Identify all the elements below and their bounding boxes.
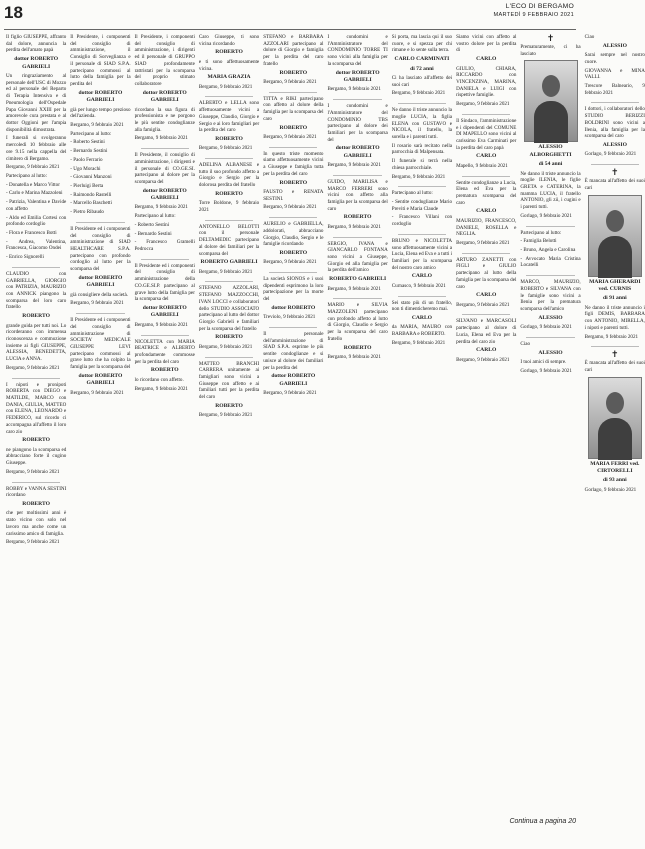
deceased-name: CARLO — [476, 56, 497, 63]
deceased-name: ROBERTO GABRIELI — [329, 276, 387, 283]
condolence-line: - Marcello Baschetti — [70, 200, 112, 207]
deceased-name: dottor ROBERTO GABRIELI — [271, 373, 316, 387]
notice-separator — [205, 158, 253, 159]
deceased-name: ALESSIO — [602, 142, 627, 148]
portrait-photo — [588, 195, 642, 277]
notice-separator — [526, 275, 574, 276]
obituary-notice — [135, 152, 195, 253]
condolence-line: - Andrea, Valentina, Francesca, Giacomo Ondei — [6, 238, 67, 252]
deceased-name: ALESSIO — [538, 314, 563, 321]
obituary-notice — [392, 107, 452, 180]
notice-body: e ti sono affettuosamente vicina. — [198, 58, 260, 72]
notice-text: CLAUDIO con GABRIELLA, GIORGIO con PATRIZIA, MAURIZIO con ANNICK piangono la scomparsa del loro caro fratello — [6, 270, 67, 311]
notice-place-date: Curnasco, 9 febbraio 2021 — [391, 282, 446, 289]
deceased-name: CARLO — [411, 273, 433, 280]
notice-text: MARIO e SILVIA MAZZOLENI partecipano con profondo affetto al lutto di Giorgio, Claudio e Sergio per la scomparsa del caro fratello — [327, 302, 388, 342]
notice-body: ricordano la sua figura di professionista e ne porgono le più sentite condoglianze alla famiglia. — [134, 106, 195, 133]
obituary-notice — [6, 486, 66, 546]
notice-place-date: Gorlago, 9 febbraio 2021 — [584, 486, 637, 493]
portrait-photo — [524, 60, 578, 142]
notice-body: grande guida per tutti noi. Lo ricorderanno con immensa riconoscenza e commozione insieme ai figli GIUSEPPE, ALESSIA, BENEDETTA, LUCIA e ANNA. — [6, 322, 67, 363]
portrait-head — [606, 392, 624, 414]
deceased-name: CARLO — [476, 347, 497, 354]
deceased-name: ALESSIO ALBORGHETTI — [529, 144, 572, 158]
notice-separator — [269, 217, 317, 218]
page-header — [0, 0, 580, 34]
obituary-notice — [392, 300, 452, 347]
notice-separator — [205, 220, 253, 221]
deceased-age: di 54 anni — [538, 161, 563, 168]
notice-body: che per moltissimi anni è stato vicino con solo nel lavoro ma anche come un carissimo amico di famiglia. — [6, 510, 67, 537]
notice-text: È mancata all'affetto dei suoi cari — [584, 178, 645, 191]
newspaper-name: L'ECO DI BERGAMO — [505, 3, 574, 10]
obituary-notice — [456, 318, 516, 363]
notice-separator — [141, 259, 189, 260]
deceased-name: CARLO — [476, 208, 497, 215]
obituary-notice — [585, 350, 645, 493]
notice-place-date: Bergamo, 9 febbraio 2021 — [391, 173, 446, 180]
deceased-name: ROBERTO — [22, 437, 50, 444]
notice-place-date: Gorlago, 9 febbraio 2021 — [520, 324, 572, 331]
deceased-name: dottor ROBERTO GABRIELI — [78, 372, 123, 387]
notice-separator — [333, 298, 381, 299]
notice-separator — [333, 99, 381, 100]
portrait-body — [534, 101, 568, 143]
condolence-line: - Paolo Ferrario — [70, 156, 103, 163]
notice-text: Il Presidente, i componenti del consiglio di amministrazione, il Consiglio di Sorveglianza e il personale di SIAD S.P.A. partecipano commossi al lutto della famiglia per la perdita del — [70, 34, 131, 88]
notice-text: - Avvocato Maria Cristina Locatelli — [520, 255, 581, 269]
notice-place-date: Bergamo, 9 febbraio 2021 — [391, 339, 446, 346]
condolence-line: - Patrizia, Valentina e Davide con affetto — [6, 199, 67, 212]
notice-text: TITTA e RIKI partecipano con affetto al dolore della famiglia per la scomparsa del caro — [263, 95, 324, 122]
obituary-notice — [70, 317, 130, 396]
notice-place-date: Bergamo, 9 febbraio 2021 — [263, 204, 317, 211]
condolence-line: - Roberto Sestini — [134, 221, 170, 228]
obituary-column — [456, 34, 516, 840]
notice-place-date: Bergamo, 9 febbraio 2021 — [391, 90, 446, 97]
notice-body: I funerali si svolgeranno mercoledì 10 febbraio alle ore 9.15 nella cappella del cimitero di Bergamo. — [6, 135, 67, 162]
notice-separator — [333, 175, 381, 176]
notice-separator — [462, 176, 510, 177]
obituary-notice — [585, 106, 645, 158]
notice-separator — [333, 237, 381, 238]
notice-separator — [269, 327, 317, 328]
deceased-name: ROBERTO — [22, 501, 50, 508]
notice-text: Ciao — [520, 340, 530, 347]
notice-place-date: Bergamo, 9 febbraio 2021 — [6, 539, 60, 546]
deceased-name: CARLO — [476, 292, 497, 299]
notice-separator — [141, 148, 189, 149]
notice-text: Sei stato più di un fratello, non ti dimenticheremo mai. — [391, 299, 453, 313]
deceased-name: dottor ROBERTO GABRIELI — [335, 69, 380, 83]
deceased-name: ROBERTO — [215, 49, 243, 56]
notice-text: È mancata all'affetto dei suoi cari — [584, 360, 645, 373]
notice-place-date: Bergamo, 9 febbraio 2021 — [584, 333, 639, 340]
condolence-line: - Raimondo Rastelli — [70, 191, 112, 198]
obituary-notice — [520, 230, 580, 270]
obituary-notice — [327, 34, 387, 93]
notice-place-date: Bergamo, 9 febbraio 2021 — [134, 321, 188, 328]
notice-text: In questo triste momento siamo affettuosamente vicini a Giuseppe e famiglia tutta per la perdita del caro — [263, 150, 324, 177]
condolence-line: - Bernardo Sestini — [134, 230, 172, 237]
obituary-column — [135, 34, 195, 840]
notice-text: AURELIO e GABRIELLA, addolorati, abbracciano Giorgio, Claudio, Sergio e le famiglie ricordando — [263, 221, 324, 248]
obituary-notice — [456, 34, 516, 108]
obituary-notice — [70, 226, 130, 307]
deceased-name: MARIA FERRI ved. CIRTORELLI — [590, 460, 640, 475]
deceased-name: dottor ROBERTO — [271, 304, 316, 311]
notice-body: lo ricordano con affetto. — [134, 376, 184, 383]
signature: MARIA GRAZIA — [207, 74, 251, 81]
notice-place-date: Bergamo, 9 febbraio 2021 — [327, 162, 381, 169]
notice-place-date: Bergamo, 9 febbraio 2021 — [327, 223, 381, 230]
obituary-notice — [135, 339, 195, 393]
notice-body: Il rosario sarà recitato nella parrocchia di Malpensata. — [391, 142, 453, 156]
notice-text: ANTONELLO BELOTTI con il personale DELTAMEDIC partecipano al dolore dei familiari per la scomparsa del — [198, 223, 260, 257]
notice-separator — [526, 226, 574, 227]
notice-text: Il Presidente ed i componenti del consiglio di amministrazione di SIAD HEALTHCARE S.P.A. partecipano con profondo cordoglio al lutto per la scomparsa del — [70, 225, 131, 273]
notice-body: GIOVANNA e MINA VALLI. — [584, 67, 645, 81]
notice-text: - Famiglia Belotti — [520, 238, 557, 245]
header-rule — [4, 29, 576, 30]
deceased-name: ROBERTO — [215, 334, 243, 341]
notice-separator — [398, 234, 446, 235]
notice-body: Ne danno il triste annuncio i figli DEMIS, BARBARA con ANTONIO, MIRELLA, i nipoti e parenti tutti. — [584, 304, 645, 331]
notice-text: MATTEO BRANCHI CARRERA unitamente ai famigliari sono vicini a Giuseppe con affetto e ai familiari tutti per la perdita del caro — [198, 360, 260, 401]
deceased-name: ROBERTO — [279, 179, 308, 186]
notice-separator — [269, 272, 317, 273]
obituary-notice — [327, 241, 387, 293]
notice-separator — [591, 102, 639, 103]
notice-body: già consigliere della società. — [70, 291, 129, 298]
notice-text: Siamo vicini con affetto al vostro dolore per la perdita di — [456, 34, 517, 54]
issue-date: MARTEDÌ 9 FEBBRAIO 2021 — [493, 12, 574, 18]
notice-text: Caro Giuseppe, ti sono vicina ricordando — [198, 34, 260, 47]
notice-place-date: Bergamo, 9 febbraio 2021 — [327, 285, 381, 292]
notice-text: Il Presidente, i componenti del consiglio di amministrazione, i dirigenti ed il personale di GRUPPO SIAD profondamente rattristati per la scomparsa del proprio stimato collaboratore — [134, 34, 195, 88]
notice-text: Il Sindaco, l'amministrazione e i dipendenti del COMUNE DI MAPELLO sono vicini al carissimo Eva Carminati per la perdita del caro papà — [456, 117, 517, 151]
obituary-notice — [456, 257, 516, 309]
condolence-line: Partecipano al lutto: — [134, 213, 176, 220]
condolence-line: - Pietro Ribaudo — [70, 209, 104, 216]
notice-body: da MARIA, MAURO con BARBARA e ROBERTO. — [391, 324, 453, 338]
condolence-line: - Roberto Sestini — [70, 139, 105, 146]
notice-body: Il funerale si terrà nella chiesa parrocchiale. — [391, 158, 453, 171]
notice-text: Partecipano al lutto: — [391, 190, 433, 197]
notice-place-date: Bergamo, 9 febbraio 2021 — [456, 356, 510, 363]
deceased-name: ROBERTO — [279, 124, 308, 131]
condolence-line: - Pierluigi Berta — [70, 182, 104, 189]
obituary-columns — [6, 33, 645, 844]
notice-text: Il figlio GIUSEPPE, affranto dal dolore, annuncia la perdita dell'amato papà — [6, 34, 67, 54]
notice-text: BRUNO e NICOLETTA sono affettuosamente vicini a Lucia, Elena ed Eva e a tutti i familiari per la scomparsa del nostro caro amico — [391, 237, 453, 271]
portrait-head — [542, 75, 560, 97]
obituary-notice — [456, 180, 516, 247]
deceased-name: ROBERTO GABRIELI — [200, 259, 258, 266]
notice-body: Ci ha lasciato all'affetto dei suoi cari — [391, 74, 453, 88]
deceased-name: ROBERTO — [215, 402, 243, 409]
condolence-line: - Francesco Gramelli Pedrocca — [134, 239, 195, 253]
deceased-name: ROBERTO — [279, 69, 308, 76]
notice-text: Prematuramente, ci ha lasciato — [520, 44, 581, 57]
obituary-notice — [199, 34, 259, 90]
notice-place-date: Trescore Balneario, 9 febbraio 2021 — [584, 82, 645, 96]
obituary-notice — [520, 341, 580, 375]
notice-text: SERGIO, IVANA e GIANCARLO FONTANA sono vicini a Giuseppe, Giorgio ed alla famiglia per la perdita dell'amico — [327, 240, 388, 274]
notice-text: ADELINA ALBANESE e tutto il suo profondo affetto a Giorgio e Sergio per la dolorosa perdita del fratello — [198, 162, 260, 189]
notice-text: Il Presidente, il consiglio di amministrazione, i dirigenti e il personale di CO.GE.SI. partecipano al dolore per la scomparsa del — [134, 152, 195, 185]
notice-text: NICOLETTA con MARIA BEATRICE e ALBERTO profondamente commosse per la perdita del caro — [134, 338, 195, 365]
deceased-age: di 72 anni — [410, 65, 434, 72]
notice-body: GIULIO, CHIARA, RICCARDO con VINCENZINA, MARINA, DANIELA e LUIGI con rispettive famiglie. — [456, 65, 517, 99]
notice-place-date: Bergamo, 9 febbraio 2021 — [134, 385, 188, 392]
notice-text: Si porta, ma lascia qui il suo cuore, e si spezza per chi rimane e lo sente sulla terra. — [391, 34, 453, 54]
deceased-name: dottor ROBERTO GABRIELI — [142, 187, 187, 202]
notice-text: - Sentite condoglianze Mario Previti e Maria Claude — [391, 198, 453, 212]
obituary-notice — [263, 96, 323, 141]
deceased-name: ROBERTO — [215, 190, 243, 197]
obituary-notice — [520, 279, 580, 331]
notice-separator — [205, 357, 253, 358]
notice-body: già per lungo tempo prezioso dell'azienda. — [70, 106, 131, 120]
portrait-body — [598, 418, 632, 460]
condolence-line: - Enrico Signorelli — [6, 254, 44, 261]
cross-icon: ✝ — [611, 167, 619, 178]
notice-separator — [205, 281, 253, 282]
portrait-body — [598, 236, 632, 278]
deceased-name: ROBERTO — [279, 249, 308, 256]
cross-icon: ✝ — [546, 33, 555, 43]
notice-text: La società SIONOS e i suoi dipendenti esprimono la loro partecipazione per la morte del — [263, 276, 324, 303]
notice-separator — [269, 92, 317, 93]
notice-place-date: Treviolo, 9 febbraio 2021 — [263, 314, 316, 321]
notice-text: Partecipano al lutto: — [520, 229, 562, 236]
notice-text: I nipoti e pronipoti ROBERTA con DIEGO e MATILDE, MARCO con DANIA, GIULIA, MATTEO con ELENA, LEONARDO e FEDERICO, sul ricordo ci accompagna all'affetto il loro caro zio — [6, 381, 67, 435]
notice-text: Il Presidente ed i componenti del consiglio di amministrazione di SOCIETA' MEDICALE GIUSEPPE LEVI partecipano commossi al grave lutto che ha colpito la famiglia per la scomparsa del — [70, 317, 131, 371]
notice-place-date: Bergamo, 9 febbraio 2021 — [6, 468, 60, 475]
obituary-notice — [392, 190, 452, 228]
notice-place-date: Bergamo, 9 febbraio 2021 — [198, 343, 253, 350]
notice-text: Ciao — [584, 34, 595, 40]
notice-separator — [591, 346, 639, 347]
condolence-line: Partecipano al lutto: — [70, 130, 112, 137]
notice-separator — [141, 335, 189, 336]
notice-place-date: Bergamo, 9 febbraio 2021 — [198, 83, 253, 90]
deceased-name: dottor ROBERTO GABRIELI — [78, 89, 123, 104]
notice-place-date: Bergamo, 9 febbraio 2021 — [263, 133, 317, 140]
notice-place-date: Bergamo, 9 febbraio 2021 — [6, 364, 60, 371]
obituary-notice — [520, 34, 580, 220]
notice-body: FAUSTO e RENATA SESTINI. — [263, 188, 324, 202]
notice-place-date: Bergamo, 9 febbraio 2021 — [456, 239, 510, 246]
obituary-notice — [263, 221, 323, 266]
notice-place-date: Bergamo, 9 febbraio 2021 — [198, 145, 253, 152]
notice-separator — [205, 96, 253, 97]
obituary-column — [6, 34, 66, 840]
obituary-notice — [263, 34, 323, 86]
obituary-column — [263, 34, 323, 840]
deceased-name: ROBERTO — [22, 313, 50, 320]
notice-place-date: Bergamo, 9 febbraio 2021 — [198, 412, 253, 419]
obituary-notice — [263, 276, 323, 321]
notice-place-date: Bergamo, 9 febbraio 2021 — [263, 78, 317, 85]
deceased-name: ROBERTO — [343, 214, 372, 221]
deceased-name: ALESSIO — [602, 42, 627, 49]
obituary-notice — [585, 168, 645, 340]
notice-body: MAURIZIO, FRANCESCO, DANIELE, ROSELLA e NEGLIA. — [456, 217, 517, 238]
deceased-name: dottor ROBERTO GABRIELI — [14, 56, 59, 70]
condolence-line: - Donatella e Marco Vittor — [6, 181, 60, 188]
notice-place-date: Bergamo, 9 febbraio 2021 — [70, 300, 124, 307]
notice-text: I condomini e l'Amministratore del CONDOMINIO TORRE TI sono vicini alla famiglia per la scomparsa del — [327, 34, 388, 67]
deceased-name: dottor ROBERTO GABRIELI — [142, 89, 187, 104]
notice-separator — [462, 253, 510, 254]
notice-text: ALBERTO e LELLA sono affettuosamente vicini a Giuseppe, Claudio, Giorgio e Sergio e ai loro famigliari per la perdita del caro — [198, 100, 260, 134]
deceased-name: CARLO — [476, 153, 497, 160]
notice-place-date: Bergamo, 9 febbraio 2021 — [6, 164, 60, 171]
notice-place-date: Bergamo, 9 febbraio 2021 — [327, 353, 381, 360]
obituary-notice — [585, 34, 645, 96]
obituary-column — [70, 34, 130, 840]
continuation-note: Continua a pagina 20 — [509, 818, 576, 825]
notice-text: Il personale dell'amministrazione di SIAD S.P.A. esprime le più sentite condoglianze e si unisce al dolore dei familiari per la perdita del — [263, 331, 324, 371]
notice-separator — [462, 314, 510, 315]
notice-text: SILVANO e MARCASOLI partecipano al dolore di Lucia, Elena ed Eva per la perdita del caro zio — [456, 318, 517, 345]
notice-separator — [398, 186, 446, 187]
notice-separator — [269, 147, 317, 148]
obituary-notice — [392, 238, 452, 290]
obituary-notice — [135, 263, 195, 329]
notice-place-date: Mapello, 9 febbraio 2021 — [456, 162, 508, 169]
notice-text: Ne danno il triste annuncio la moglie LUCIA, la figlia ELENA con GUSTAVO e NICOLA, il fratello, la sorella e i parenti tutti. — [391, 107, 453, 140]
notice-separator — [12, 267, 60, 268]
deceased-name: CARLO — [411, 314, 433, 321]
notice-text: Il Presidente ed i componenti del consiglio di amministrazione della CO.GE.SI.P. partecipano al grave lutto della famiglia per la scomparsa del — [134, 262, 195, 303]
notice-text: - Bruno, Angela e Carolina — [520, 247, 576, 254]
deceased-name: dottor ROBERTO GABRIELI — [335, 145, 380, 159]
notice-separator — [398, 103, 446, 104]
notice-place-date: Bergamo, 9 febbraio 2021 — [263, 259, 317, 266]
cross-icon: ✝ — [611, 349, 619, 360]
obituary-column — [520, 34, 580, 840]
page-number: 18 — [4, 3, 23, 22]
notice-separator — [76, 313, 124, 314]
notice-place-date: Bergamo, 9 febbraio 2021 — [327, 86, 381, 93]
obituary-notice — [6, 271, 66, 372]
notice-text: Sentite condoglianze a Lucia, Elena ed Eva per la prematura scomparsa del caro — [456, 179, 517, 206]
deceased-name: dottor ROBERTO GABRIELI — [142, 305, 187, 319]
notice-text: I condomini e l'Amministratore del CONDOMINIO TBS partecipano al dolore dei familiari per la scomparsa del — [327, 103, 388, 143]
notice-body: Ne danno il triste annuncio la moglie ILENIA, le figlie GRETA e CATERINA, la mamma LUCIA, il fratello ANTONIO, gli zii, i cugini e i parenti tutti. — [520, 170, 581, 211]
obituary-notice — [456, 118, 516, 170]
obituary-notice — [263, 151, 323, 211]
obituary-notice — [135, 34, 195, 142]
portrait-photo — [588, 377, 642, 459]
deceased-name: ALESSIO — [538, 349, 563, 356]
notice-text: I dottori, i collaboratori dello STUDIO BERIZZI BOLDRINI sono vicini a Ilenia, alla famiglia per la scomparsa del caro — [584, 106, 645, 140]
notice-separator — [591, 164, 639, 165]
obituary-notice — [199, 100, 259, 152]
notice-place-date: Bergamo, 9 febbraio 2021 — [456, 301, 510, 308]
notice-place-date: Gorlago, 9 febbraio 2021 — [520, 212, 572, 219]
notice-text: ROBBY e VANNA SESTINI ricordano — [6, 485, 67, 499]
obituary-notice — [392, 34, 452, 97]
obituary-notice — [6, 382, 66, 476]
notice-place-date: Bergamo, 9 febbraio 2021 — [134, 135, 188, 142]
deceased-name: ROBERTO — [215, 135, 243, 142]
notice-place-date: Bergamo, 9 febbraio 2021 — [456, 101, 510, 108]
condolence-line: - Aldo ed Emilia Cortesi con profondo cordoglio — [6, 214, 67, 228]
obituary-notice — [199, 224, 259, 276]
deceased-name: CARLO CARMINATI — [394, 56, 450, 63]
notice-text: MARCO, MAURIZIO, ROBERTO e SILVANA con le famiglie sono vicini a Ilenia per la prematura scomparsa dell'amico — [520, 279, 581, 313]
notice-separator — [12, 482, 60, 483]
notice-body: Un ringraziamento al personale dell'USC di Mozzo ed al personale del Reparto di Terapia Intensiva e di Pneumologia dell'Ospedale Papa Giovanni XXIII per la amorevole cura prestata e al dottor Oggioni per l'ampia disponibilità dimostrata. — [6, 72, 67, 133]
obituary-notice — [199, 361, 259, 419]
obituary-notice — [6, 34, 66, 261]
notice-text: - Francesco Villani con cordoglio — [391, 214, 453, 228]
notice-body: Sarai sempre nel nostro cuore. — [584, 52, 645, 65]
notice-text: ARTURO ZANETTI con FIGLI e GIULIO partecipano al lutto della famiglia per la scomparsa del caro — [456, 256, 517, 290]
obituary-column — [199, 34, 259, 840]
obituary-notice — [327, 179, 387, 231]
condolence-line: Partecipano al lutto: — [6, 172, 48, 179]
deceased-age: di 93 anni — [603, 477, 627, 484]
notice-place-date: Bergamo, 9 febbraio 2021 — [263, 390, 317, 397]
notice-text: STEFANO e BARBARA AZZOLARI partecipano al dolore di Giorgio e famiglia per la perdita del caro fratello — [263, 34, 324, 67]
notice-place-date: Torre Boldone, 9 febbraio 2021 — [198, 200, 260, 213]
notice-separator — [462, 114, 510, 115]
obituary-column — [392, 34, 452, 840]
condolence-line: - Carlo e Marina Mazzoleni — [6, 190, 63, 197]
condolence-line: - Flora e Francesco Botti — [6, 230, 57, 236]
condolence-line: - Giovanni Manzoni — [70, 174, 112, 181]
deceased-name: dottor ROBERTO GABRIELI — [78, 274, 123, 289]
notice-separator — [76, 222, 124, 223]
notice-body: I tuoi amici di sempre. — [520, 358, 567, 365]
obituary-notice — [199, 162, 259, 214]
obituary-notice — [327, 302, 387, 360]
condolence-line: - Ugo Morachi — [70, 165, 101, 172]
deceased-name: ROBERTO — [150, 367, 179, 374]
obituary-column — [585, 34, 645, 840]
condolence-line: - Bernardo Sestini — [70, 148, 108, 155]
notice-place-date: Bergamo, 9 febbraio 2021 — [70, 121, 124, 128]
notice-separator — [526, 337, 574, 338]
notice-place-date: Gorlago, 9 febbraio 2021 — [520, 367, 572, 374]
notice-text: GUIDO, MARILISA e MARCO FERRERI sono vicini con affetto alla famiglia per la scomparsa del caro — [327, 178, 388, 212]
deceased-name: MARIA GHERARDI ved. CURNIS — [589, 278, 641, 292]
obituary-column — [327, 34, 387, 840]
notice-separator — [398, 296, 446, 297]
notice-place-date: Gorlago, 9 febbraio 2021 — [584, 151, 637, 158]
obituary-notice — [70, 34, 130, 216]
deceased-name: ROBERTO — [343, 344, 372, 351]
notice-place-date: Bergamo, 9 febbraio 2021 — [198, 268, 253, 275]
notice-body: ne piangono la scomparsa ed abbracciano forte il cugino Giuseppe. — [6, 446, 67, 467]
notice-place-date: Bergamo, 9 febbraio 2021 — [134, 204, 188, 211]
notice-separator — [12, 378, 60, 379]
notice-text: STEFANO AZZOLARI, STEFANO MAZZOCCHI, IVAN LOCCI e collaboratori dello STUDIO ASSOCIATO partecipano al lutto del dottor Giorgio Gabrieli e familiari per la scomparsa del fratello — [198, 285, 260, 332]
obituary-notice — [199, 285, 259, 350]
obituary-notice — [263, 331, 323, 397]
notice-place-date: Bergamo, 9 febbraio 2021 — [70, 389, 124, 396]
obituary-notice — [327, 103, 387, 169]
deceased-age: di 91 anni — [603, 295, 627, 302]
portrait-head — [606, 210, 624, 232]
